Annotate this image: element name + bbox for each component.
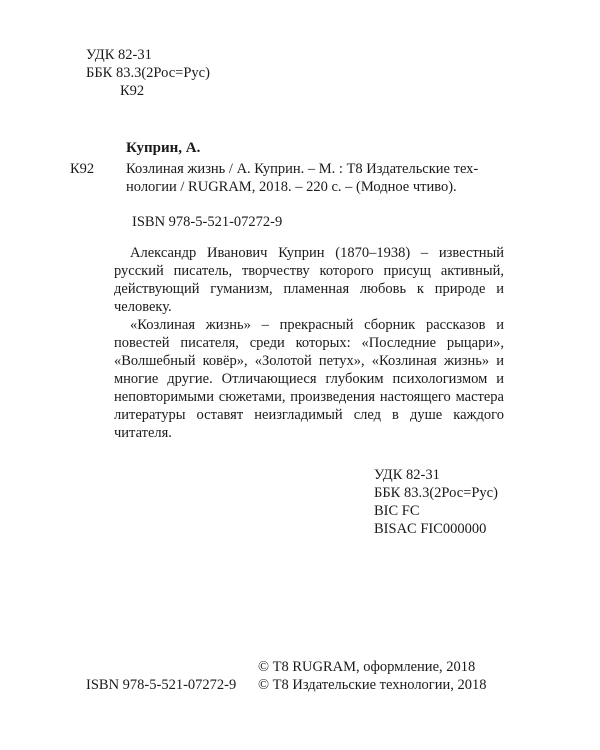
copyright-line-2: © Т8 Издательские технологии, 2018 bbox=[258, 677, 487, 693]
bib-line-1: Козлиная жизнь / А. Куприн. – М. : Т8 Издательские тех- bbox=[126, 161, 479, 177]
record-isbn: ISBN 978-5-521-07272-9 bbox=[132, 214, 283, 230]
author-heading: Куприн, А. bbox=[126, 140, 201, 156]
codes-udk: УДК 82-31 bbox=[374, 467, 440, 483]
annotation bbox=[114, 244, 504, 442]
record-author-mark: К92 bbox=[70, 161, 95, 177]
author-mark: К92 bbox=[120, 83, 145, 99]
udk-code: УДК 82-31 bbox=[86, 47, 152, 63]
bib-line-2: нологии / RUGRAM, 2018. – 220 с. – (Модное чтиво). bbox=[126, 179, 457, 195]
footer-isbn: ISBN 978-5-521-07272-9 bbox=[86, 677, 237, 693]
codes-bic: BIC FC bbox=[374, 503, 420, 519]
copyright-block bbox=[258, 658, 487, 694]
codes-bbk: ББК 83.3(2Рос=Рус) bbox=[374, 485, 498, 501]
codes-block bbox=[374, 466, 498, 538]
copyright-line-1: © Т8 RUGRAM, оформление, 2018 bbox=[258, 659, 476, 675]
bbk-code: ББК 83.3(2Рос=Рус) bbox=[86, 65, 210, 81]
annotation-paragraph-2: «Козлиная жизнь» – прекрасный сборник рассказов и повестей писателя, среди которых: «Последние рыцари», «Волшебный ковёр», «Золотой петух», «Козлиная жизнь» и многие другие. Отличающиеся глубоким психологизмом и неповторимыми сюжетами, произведения настоящего мастера литературы оставят неизгладимый след в душе каждого читателя. bbox=[114, 317, 504, 441]
classification-codes bbox=[86, 46, 210, 100]
annotation-paragraph-1: Александр Иванович Куприн (1870–1938) – известный русский писатель, творчеству которого присущ активный, действующий гуманизм, пламенная любовь к природе и человеку. bbox=[114, 245, 504, 315]
bibliographic-description bbox=[126, 160, 526, 196]
codes-bisac: BISAC FIC000000 bbox=[374, 521, 487, 537]
